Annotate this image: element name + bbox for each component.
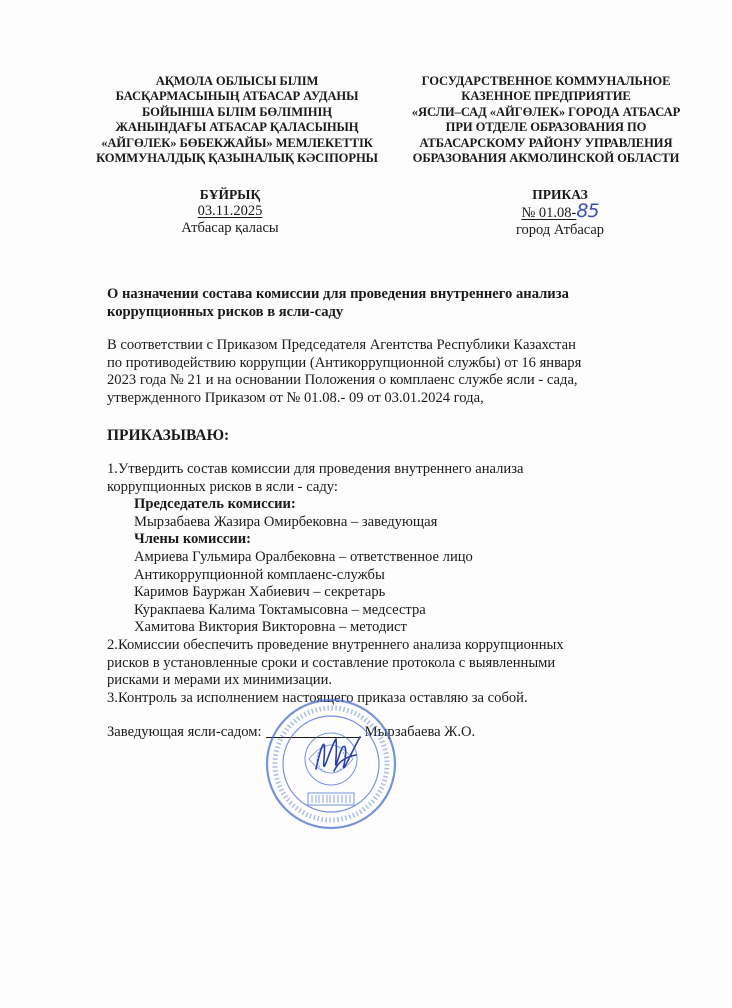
order-kind: БҰЙРЫҚ — [199, 187, 261, 202]
preamble-line: В соответствии с Приказом Председателя Агентства Республики Казахстан — [107, 337, 576, 353]
order-number-prefix: № 01.08- — [521, 205, 577, 221]
stamp-inner-ring — [283, 716, 379, 812]
chair-name: Мырзабаева Жазира Омирбековна – заведующая — [134, 513, 438, 530]
signatory-name: Мырзабаева Ж.О. — [364, 724, 476, 741]
order-date: 03.11.2025 — [197, 203, 263, 219]
signatory-position: Заведующая ясли-садом: — [107, 724, 262, 741]
document-title — [107, 285, 667, 321]
item-line: рисками и мерами их минимизации. — [107, 672, 333, 689]
stamp-barcode — [308, 793, 354, 805]
chair-label: Председатель комиссии: — [134, 496, 296, 513]
stamp-outer-ring — [267, 700, 395, 828]
member-line: Амриева Гульмира Оралбековна – ответственное лицо — [134, 548, 473, 565]
official-stamp — [264, 697, 398, 831]
header-line: АҚМОЛА ОБЛЫСЫ БІЛІМ — [155, 74, 319, 88]
order-block-russian — [470, 186, 650, 239]
member-line: Куракпаева Калима Токтамысовна – медсестра — [134, 601, 426, 618]
header-line: КОММУНАЛДЫҚ ҚАЗЫНАЛЫҚ КӘСІПОРНЫ — [96, 151, 378, 166]
order-kind: ПРИКАЗ — [532, 187, 588, 202]
signature-scribble — [316, 737, 360, 771]
preamble — [107, 337, 667, 407]
member-line: Каримов Бауржан Хабиевич – секретарь — [134, 584, 386, 601]
header-line: БАСҚАРМАСЫНЫҢ АТБАСАР АУДАНЫ — [115, 89, 359, 104]
title-line: коррупционных рисков в ясли-саду — [107, 304, 344, 320]
order-item-1 — [107, 461, 667, 637]
item-line: рисков в установленные сроки и составление протокола с выявленными — [107, 654, 556, 671]
item-line: 3.Контроль за исполнением настоящего приказа оставляю за собой. — [107, 689, 528, 706]
header-line: «ЯСЛИ–САД «АЙГӨЛЕК» ГОРОДА АТБАСАР — [411, 104, 681, 119]
order-item-2 — [107, 637, 667, 690]
header-line: «АЙГӨЛЕК» БӨБЕКЖАЙЫ» МЕМЛЕКЕТТІК — [101, 135, 373, 150]
header-line: ОБРАЗОВАНИЯ АКМОЛИНСКОЙ ОБЛАСТИ — [412, 151, 680, 166]
order-city: город Атбасар — [515, 222, 605, 238]
header-line: ГОСУДАРСТВЕННОЕ КОММУНАЛЬНОЕ — [421, 74, 671, 88]
order-block-kazakh — [140, 186, 320, 237]
item-line: коррупционных рисков в ясли - саду: — [107, 478, 338, 495]
preamble-line: по противодействию коррупции (Антикоррупционной службы) от 16 января — [107, 354, 582, 371]
document-body — [107, 285, 667, 742]
orders-heading: ПРИКАЗЫВАЮ: — [107, 427, 230, 445]
header-russian — [390, 74, 702, 166]
header-line: ПРИ ОТДЕЛЕ ОБРАЗОВАНИЯ ПО — [445, 120, 647, 135]
preamble-line: утвержденного Приказом от № 01.08.- 09 от 03.01.2024 года, — [107, 389, 484, 406]
item-line: 1.Утвердить состав комиссии для проведения внутреннего анализа — [107, 460, 524, 477]
header-kazakh — [86, 74, 388, 166]
header-line: ЖАНЫНДАҒЫ АТБАСАР ҚАЛАСЫНЫҢ — [115, 120, 359, 135]
header-line: БОЙЫНША БІЛІМ БӨЛІМІНІҢ — [141, 104, 332, 119]
item-line: 2.Комиссии обеспечить проведение внутреннего анализа коррупционных — [107, 636, 564, 653]
order-number-handwritten: 85 — [576, 200, 599, 222]
order-number — [470, 200, 650, 222]
preamble-line: 2023 года № 21 и на основании Положения о комплаенс службе ясли - сада, — [107, 372, 578, 389]
title-line: О назначении состава комиссии для проведения внутреннего анализа — [107, 286, 569, 302]
members-list — [107, 549, 667, 637]
members-label: Члены комиссии: — [134, 531, 252, 548]
member-line: Хамитова Виктория Викторовна – методист — [134, 619, 407, 636]
order-city: Атбасар қаласы — [181, 220, 279, 236]
header-line: КАЗЕННОЕ ПРЕДПРИЯТИЕ — [461, 89, 631, 104]
header-line: АТБАСАРСКОМУ РАЙОНУ УПРАВЛЕНИЯ — [419, 135, 673, 150]
member-line: Антикоррупционной комплаенс-службы — [134, 566, 385, 583]
